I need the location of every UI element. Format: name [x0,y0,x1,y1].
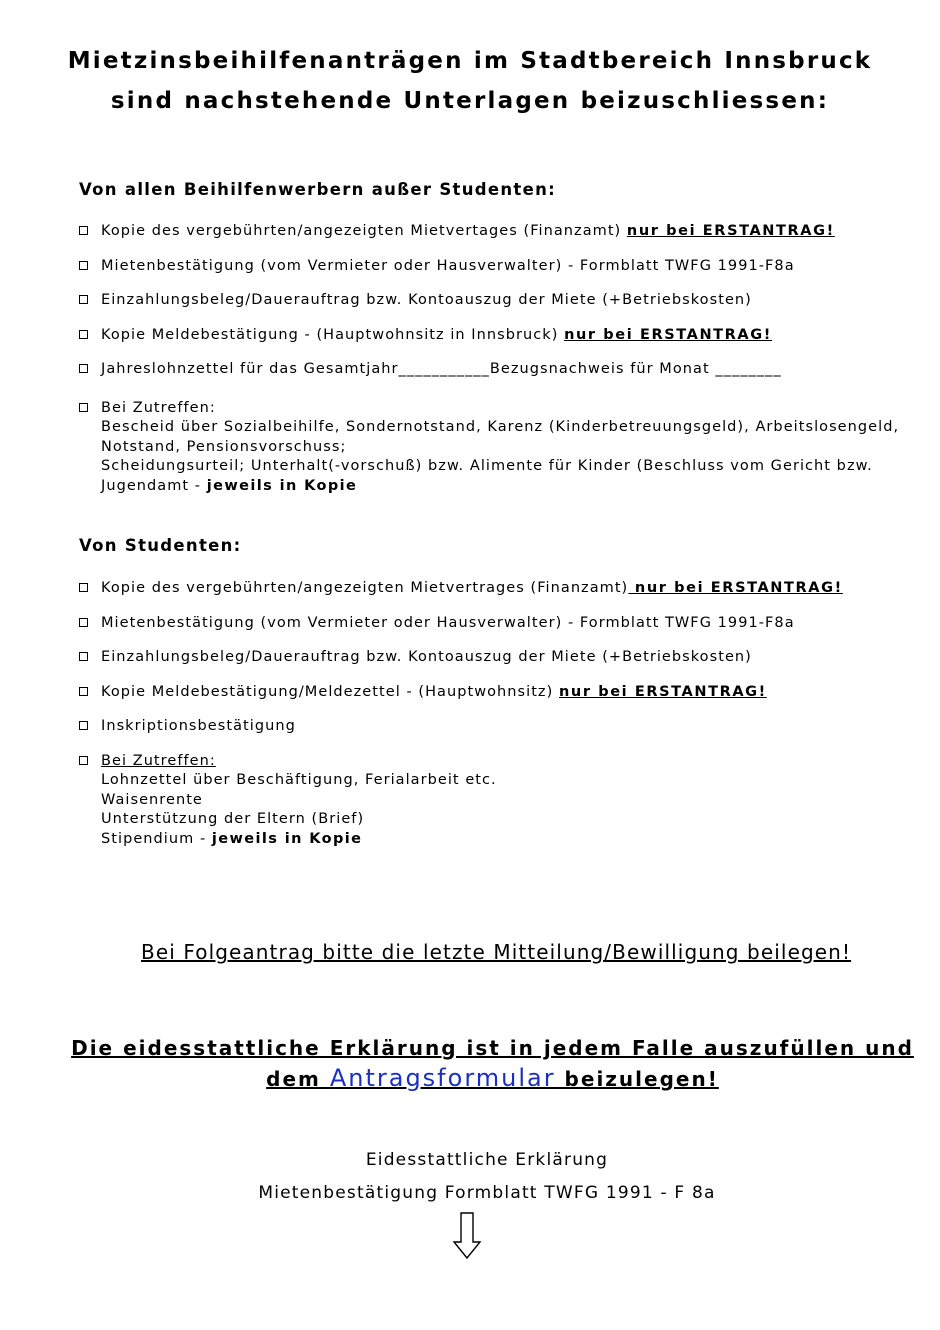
emphasis-text: nur bei ERSTANTRAG! [626,223,835,239]
title-line-2: sind nachstehende Unterlagen beizuschliessen: [110,88,830,114]
section-heading-students: Von Studenten: [79,536,242,555]
bold-text: jeweils in Kopie [206,477,358,494]
footer-line-2: Mietenbestätigung Formblatt TWFG 1991 - F 8a [258,1183,716,1203]
checkbox-icon[interactable] [79,226,88,235]
checkbox-icon[interactable] [79,364,88,373]
checkbox-icon[interactable] [79,330,88,339]
page-title [0,41,940,121]
emphasis-text: nur bei ERSTANTRAG! [558,684,767,700]
checkbox-icon[interactable] [79,403,88,412]
declaration-notice: Die eidesstattliche Erklärung ist in jedem Falle auszufüllen und dem Antragsformular beizulegen! [71,1036,914,1092]
checkbox-icon[interactable] [79,756,88,765]
checkbox-icon[interactable] [79,618,88,627]
emphasis-text: nur bei ERSTANTRAG! [564,327,772,343]
emphasis-text: nur bei ERSTANTRAG! [628,580,843,596]
followup-notice: Bei Folgeantrag bitte die letzte Mitteilung/Bewilligung beilegen! [141,940,852,964]
checkbox-icon[interactable] [79,687,88,696]
antragsformular-link[interactable]: Antragsformular [329,1064,556,1092]
checkbox-icon[interactable] [79,295,88,304]
checkbox-icon[interactable] [79,721,88,730]
checkbox-icon[interactable] [79,583,88,592]
checkbox-icon[interactable] [79,652,88,661]
footer-line-1: Eidesstattliche Erklärung [365,1150,609,1170]
arrow-down-icon [452,1212,482,1260]
section-heading-general: Von allen Beihilfenwerbern außer Studenten: [79,180,557,199]
bold-text: jeweils in Kopie [211,830,363,847]
checkbox-icon[interactable] [79,261,88,270]
title-line-1: Mietzinsbeihilfenanträgen im Stadtbereich Innsbruck [67,48,873,74]
